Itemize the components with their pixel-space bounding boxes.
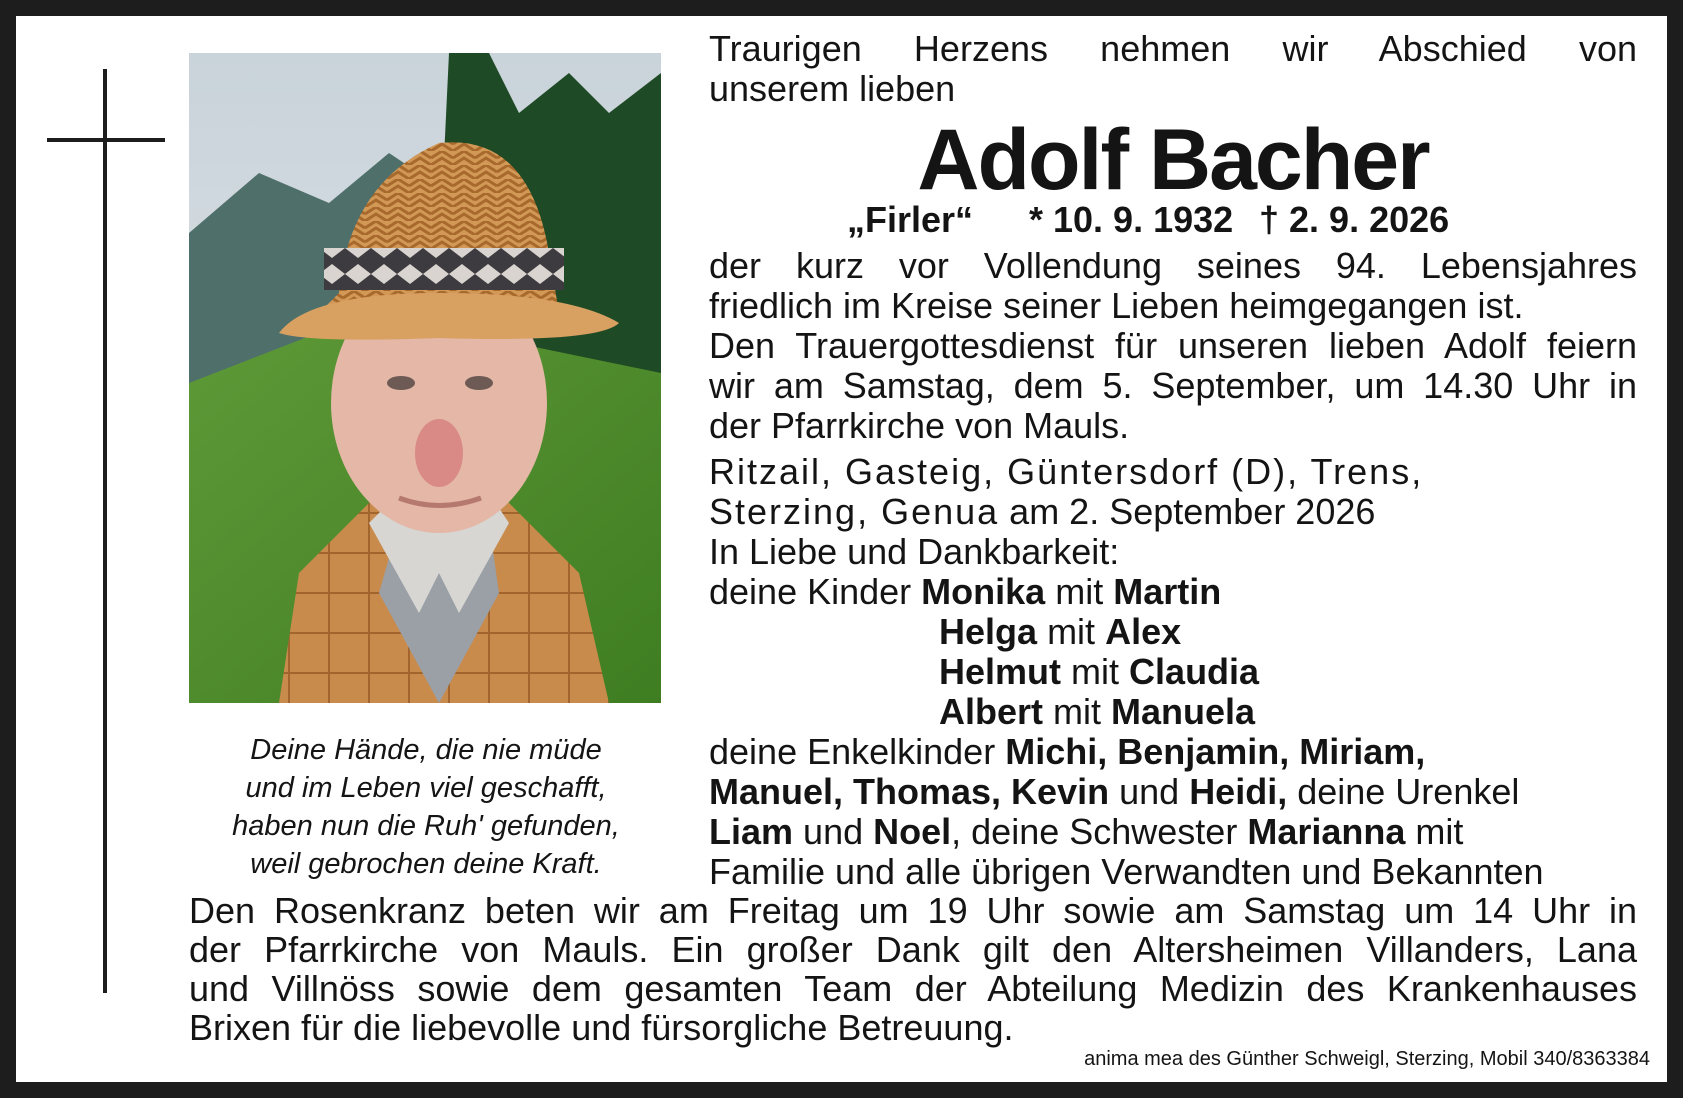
grandchildren-line xyxy=(709,732,1637,772)
child-with: mit xyxy=(1055,571,1104,612)
intro-block xyxy=(709,29,1637,109)
grandchild-name: Heidi, xyxy=(1189,771,1288,812)
sister-prefix: , deine Schwester xyxy=(951,811,1238,852)
relatives-line: Familie und alle übrigen Verwandten und Bekannten xyxy=(709,851,1544,892)
rosary-line: und Villnöss sowie dem gesamten Team der Abteilung Medizin des Krankenhauses xyxy=(189,968,1637,1009)
body-line: der kurz vor Vollendung seines 94. Lebensjahres xyxy=(709,245,1637,286)
great-grandchild-name: Noel xyxy=(873,811,952,852)
birth-date: * 10. 9. 1932 xyxy=(1029,199,1234,240)
body-line: friedlich im Kreise seiner Lieben heimgegangen ist. xyxy=(709,285,1524,326)
child-with: mit xyxy=(1071,651,1120,692)
child-with: mit xyxy=(1053,691,1102,732)
child-name: Albert xyxy=(939,691,1044,732)
great-grandchildren-prefix: deine Urenkel xyxy=(1297,771,1520,812)
announcement-date: am 2. September 2026 xyxy=(1009,491,1376,532)
great-grandchildren-line xyxy=(709,812,1637,852)
children-line xyxy=(709,652,1637,692)
conjunction: und xyxy=(803,811,864,852)
children-prefix: deine Kinder xyxy=(709,571,912,612)
child-name: Monika xyxy=(921,571,1046,612)
verse-line: und im Leben viel geschafft, xyxy=(245,772,607,804)
gratitude-line: In Liebe und Dankbarkeit: xyxy=(709,531,1120,572)
verse-line: weil gebrochen deine Kraft. xyxy=(250,848,602,880)
places-date-line xyxy=(709,492,1637,532)
rosary-block xyxy=(189,891,1637,1047)
conjunction: und xyxy=(1119,771,1180,812)
verse-line: Deine Hände, die nie müde xyxy=(250,734,602,766)
body-line: wir am Samstag, dem 5. September, um 14.30 Uhr in xyxy=(709,365,1637,406)
sister-name: Marianna xyxy=(1247,811,1406,852)
rosary-line: der Pfarrkirche von Mauls. Ein großer Dank gilt den Altersheimen Villanders, Lana xyxy=(189,929,1637,970)
child-name: Helmut xyxy=(939,651,1062,692)
children-line xyxy=(709,612,1637,652)
places-line: Ritzail, Gasteig, Güntersdorf (D), Trens, xyxy=(709,451,1424,492)
nickname: „Firler“ xyxy=(847,199,974,240)
child-name: Helga xyxy=(939,611,1038,652)
deceased-name: Adolf Bacher xyxy=(917,112,1429,208)
portrait-photo xyxy=(189,53,661,703)
body-line: Den Trauergottesdienst für unseren lieben Adolf feiern xyxy=(709,325,1637,366)
rosary-line: Den Rosenkranz beten wir am Freitag um 19 Uhr sowie am Samstag um 14 Uhr in xyxy=(189,890,1637,931)
conjunction: mit xyxy=(1415,811,1464,852)
death-date: † 2. 9. 2026 xyxy=(1259,199,1450,240)
children-line xyxy=(709,692,1637,732)
grandchildren-line xyxy=(709,772,1637,812)
grandchildren-names: Manuel, Thomas, Kevin xyxy=(709,771,1110,812)
child-partner: Manuela xyxy=(1111,691,1256,732)
cross-vertical xyxy=(103,69,107,993)
child-partner: Alex xyxy=(1105,611,1182,652)
obituary-body xyxy=(709,246,1637,892)
publisher-credit: anima mea des Günther Schweigl, Sterzing, Mobil 340/8363384 xyxy=(1084,1048,1650,1070)
rosary-line: Brixen für die liebevolle und fürsorgliche Betreuung. xyxy=(189,1007,1014,1048)
intro-line: unserem lieben xyxy=(709,68,956,109)
great-grandchild-name: Liam xyxy=(709,811,794,852)
child-partner: Claudia xyxy=(1129,651,1260,692)
child-with: mit xyxy=(1047,611,1096,652)
children-line xyxy=(709,572,1637,612)
memorial-verse xyxy=(176,731,676,883)
places-line: Sterzing, Genua xyxy=(709,491,1000,532)
grandchildren-prefix: deine Enkelkinder xyxy=(709,731,996,772)
cross-horizontal xyxy=(47,138,165,142)
verse-line: haben nun die Ruh' gefunden, xyxy=(232,810,620,842)
grandchildren-names: Michi, Benjamin, Miriam, xyxy=(1005,731,1426,772)
intro-line: Traurigen Herzens nehmen wir Abschied von xyxy=(709,28,1637,69)
child-partner: Martin xyxy=(1113,571,1222,612)
body-line: der Pfarrkirche von Mauls. xyxy=(709,405,1130,446)
